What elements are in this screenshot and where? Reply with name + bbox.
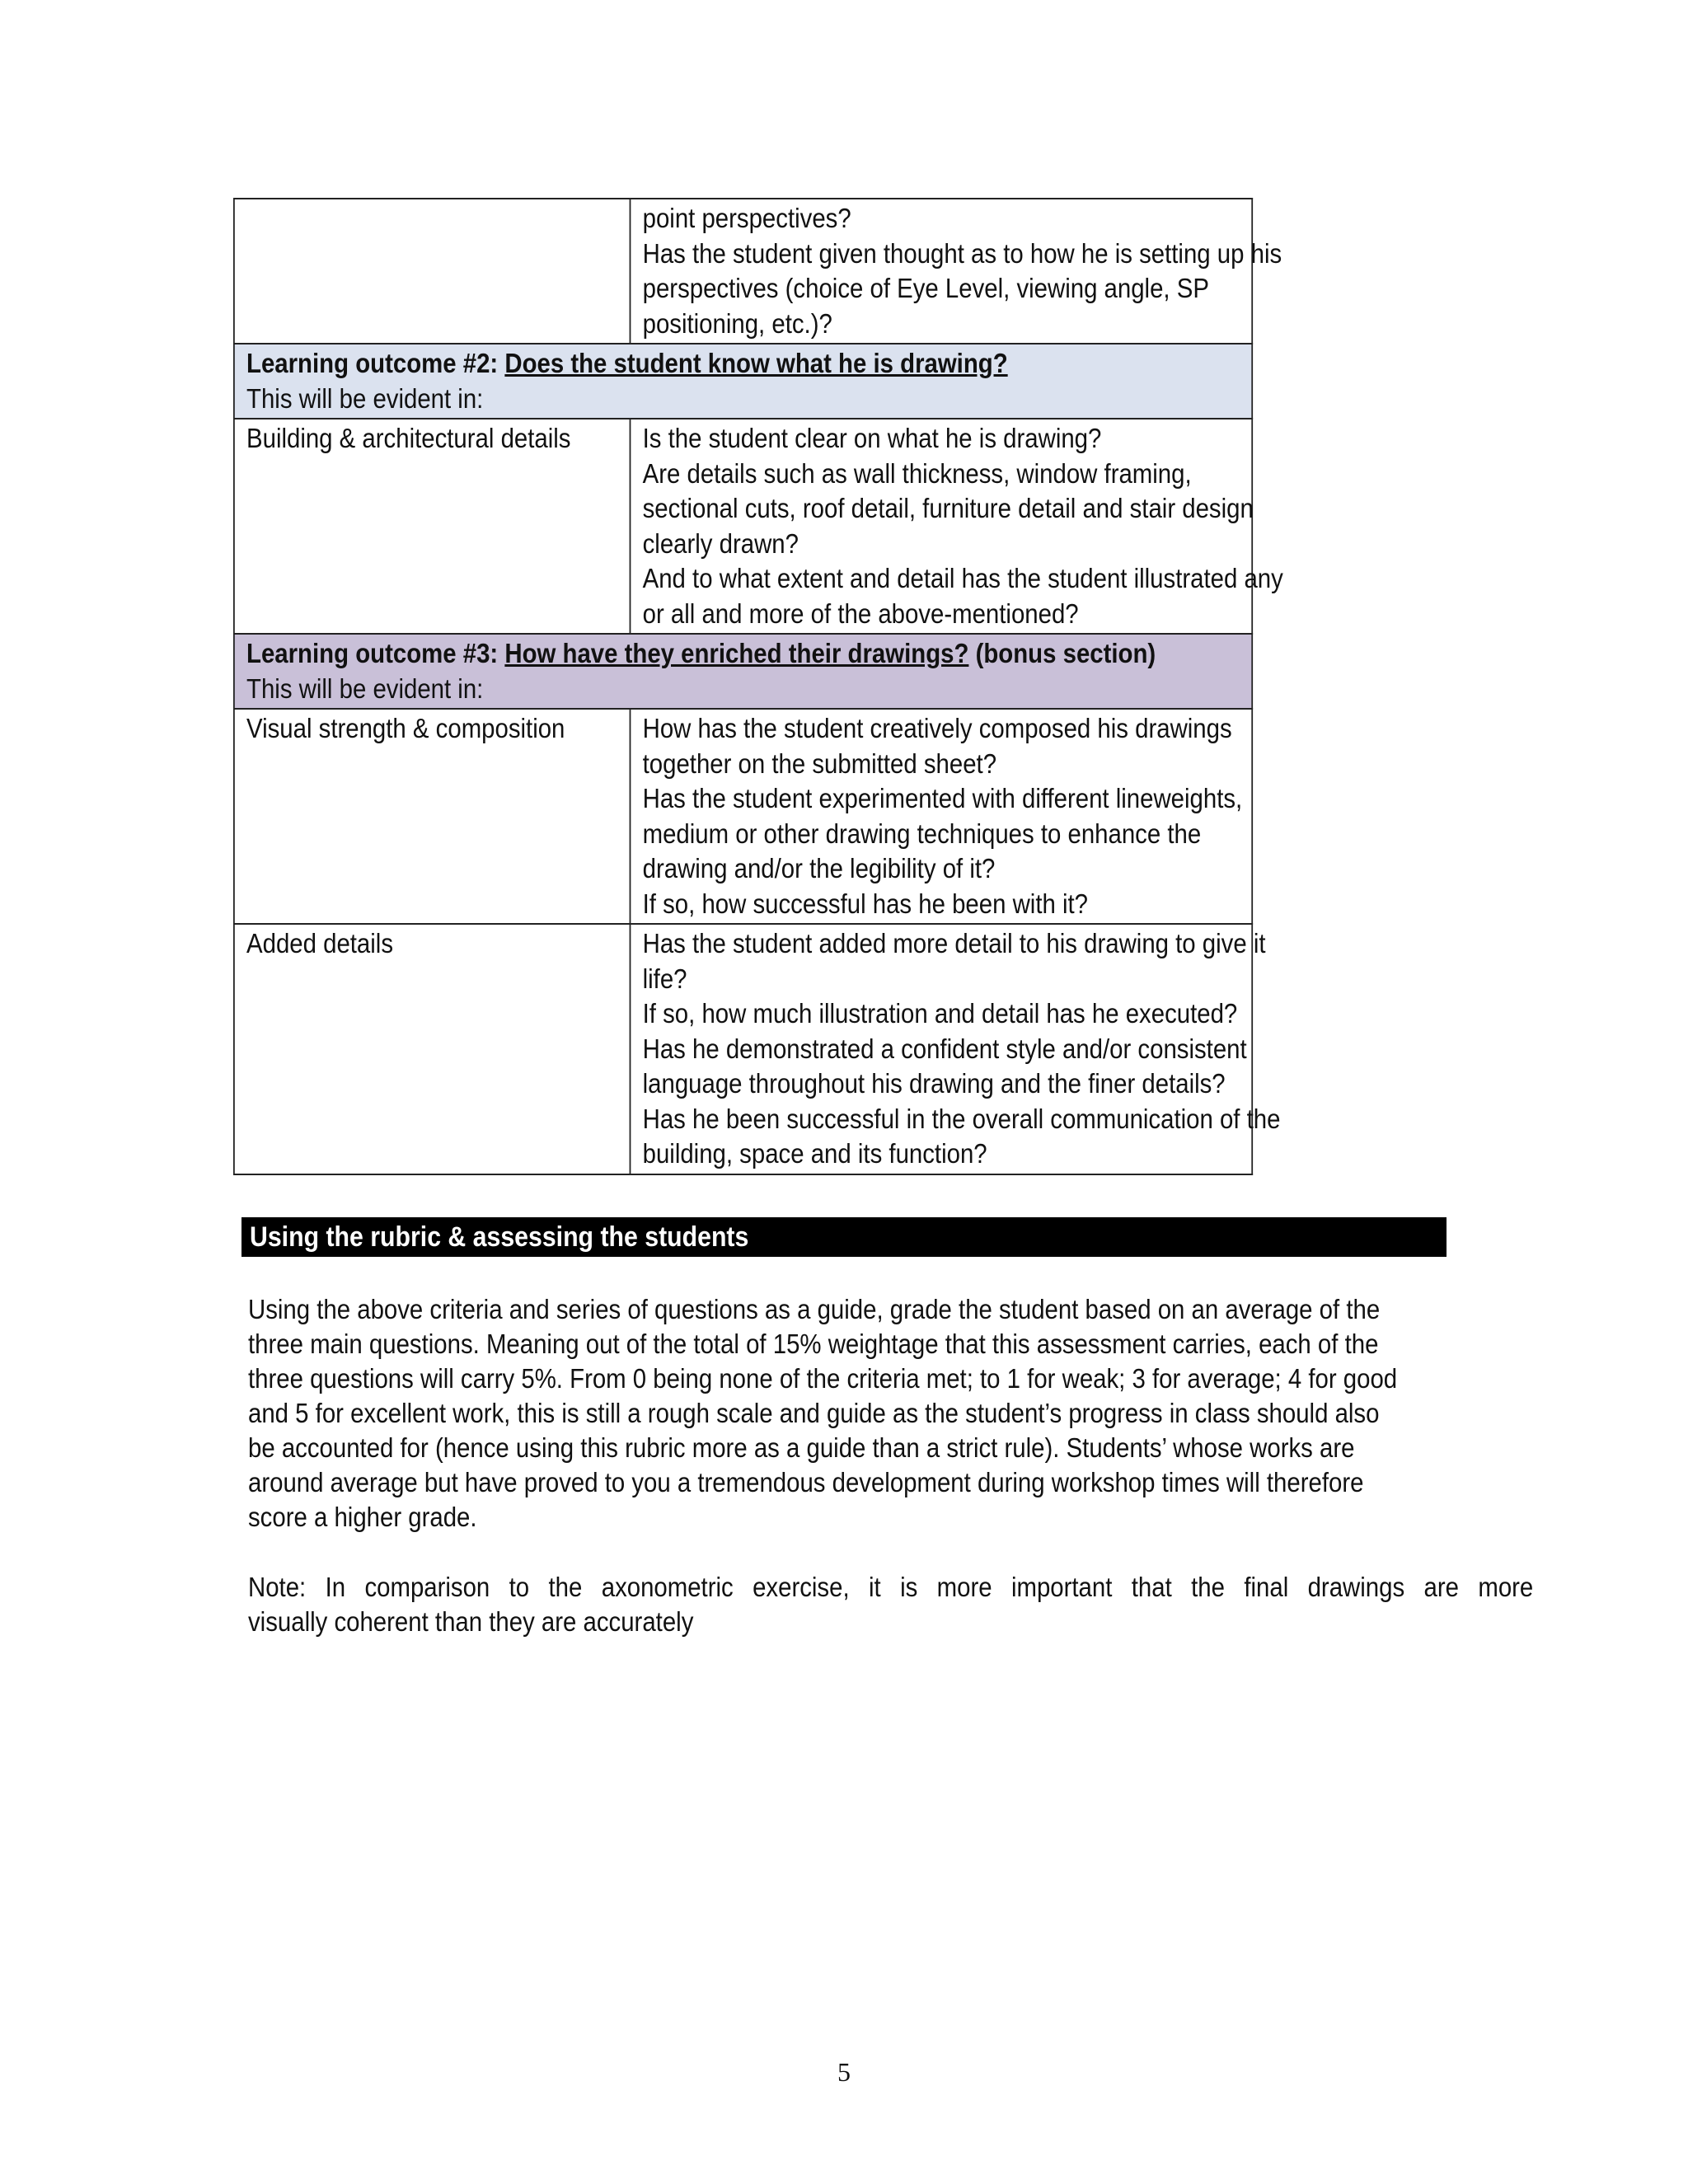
paragraph-line: be accounted for (hence using this rubric more as a guide than a strict rule). Students’ whose works are — [248, 1432, 1355, 1463]
question-line: perspectives (choice of Eye Level, viewing angle, SP — [642, 273, 1209, 303]
paragraph-line: Using the above criteria and series of questions as a guide, grade the student based on an average of the — [248, 1294, 1381, 1324]
learning-outcome-2-cell — [234, 344, 1252, 419]
criterion-cell — [234, 199, 631, 344]
criterion-cell: Building & architectural details — [234, 419, 631, 634]
table-row — [234, 924, 1252, 1174]
question-line: Has the student experimented with different lineweights, — [642, 783, 1243, 813]
table-row — [234, 419, 1252, 634]
question-line: And to what extent and detail has the student illustrated any — [642, 563, 1283, 593]
question-line: Has the student added more detail to his drawing to give it — [642, 928, 1266, 958]
question-line: together on the submitted sheet? — [642, 748, 997, 779]
question-line: point perspectives? — [642, 203, 851, 233]
paragraph-line: around average but have proved to you a tremendous development during workshop times will therefore — [248, 1467, 1364, 1497]
note-paragraph — [248, 1570, 1533, 1639]
section-header-bar — [241, 1217, 1447, 1257]
outcome-label: Learning outcome #2: — [246, 348, 499, 378]
paragraph-line: three questions will carry 5%. From 0 being none of the criteria met; to 1 for weak; 3 for average; 4 for good — [248, 1363, 1398, 1394]
paragraph-line: and 5 for excellent work, this is still a rough scale and guide as the student’s progress in class should also — [248, 1398, 1380, 1428]
questions-cell — [630, 924, 1281, 1174]
question-line: Is the student clear on what he is drawing? — [642, 423, 1102, 453]
learning-outcome-3-cell — [234, 634, 1252, 709]
question-line: Has he demonstrated a confident style and/or consistent — [642, 1033, 1247, 1064]
question-line: Are details such as wall thickness, window framing, — [642, 457, 1192, 489]
note-line: Note: In comparison to the axonometric exercise, it is more important that the final drawings are more — [248, 1572, 1534, 1602]
question-line: If so, how successful has he been with it? — [642, 888, 1089, 919]
question-line: or all and more of the above-mentioned? — [642, 598, 1079, 629]
outcome-suffix: (bonus section) — [975, 638, 1156, 668]
question-line: How has the student creatively composed his drawings — [642, 713, 1232, 743]
question-line: medium or other drawing techniques to enhance the — [642, 818, 1202, 849]
evident-in-label: This will be evident in: — [246, 673, 484, 704]
note-line: visually coherent than they are accurately — [248, 1606, 694, 1637]
paragraph-line: three main questions. Meaning out of the total of 15% weightage that this assessment carries, each of the — [248, 1329, 1379, 1359]
question-line: positioning, etc.)? — [642, 307, 832, 339]
question-line: drawing and/or the legibility of it? — [642, 853, 996, 883]
table-row — [234, 199, 1252, 344]
criterion-cell: Added details — [234, 924, 631, 1174]
question-line: sectional cuts, roof detail, furniture detail and stair design — [642, 493, 1254, 523]
section-title: Using the rubric & assessing the students — [250, 1221, 749, 1253]
outcome-question: Does the student know what he is drawing? — [504, 348, 1008, 378]
assessment-paragraph — [248, 1292, 1457, 1535]
learning-outcome-2-row — [234, 344, 1252, 419]
table-row — [234, 709, 1252, 924]
questions-cell — [630, 709, 1252, 924]
rubric-table — [233, 198, 1283, 1175]
question-line: language throughout his drawing and the finer details? — [642, 1068, 1226, 1099]
page-number: 5 — [837, 2057, 851, 2087]
question-line: life? — [642, 963, 687, 994]
questions-cell — [630, 199, 1282, 344]
criterion-cell: Visual strength & composition — [234, 709, 631, 924]
evident-in-label: This will be evident in: — [246, 382, 484, 414]
outcome-question: How have they enriched their drawings? — [504, 638, 969, 668]
learning-outcome-3-row — [234, 634, 1252, 709]
questions-cell — [630, 419, 1283, 634]
question-line: clearly drawn? — [642, 527, 799, 559]
question-line: building, space and its function? — [642, 1138, 987, 1169]
question-line: If so, how much illustration and detail has he executed? — [642, 998, 1238, 1029]
question-line: Has the student given thought as to how he is setting up his — [642, 237, 1282, 269]
outcome-label: Learning outcome #3: — [246, 638, 499, 668]
question-line: Has he been successful in the overall communication of the — [642, 1103, 1281, 1134]
paragraph-line: score a higher grade. — [248, 1502, 477, 1532]
